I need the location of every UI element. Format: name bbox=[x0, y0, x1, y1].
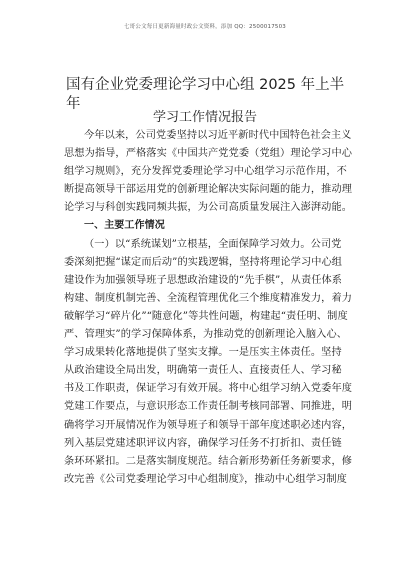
paragraph-line: 条环环紧扣。二是落实制度规范。结合新形势新任务新要求，修 bbox=[64, 455, 353, 467]
paragraph-line: 建设作为加强领导班子思想政治建设的“先手棋”，从责任体系 bbox=[64, 274, 343, 286]
paragraph-line: 委深刻把握“谋定而后动”的实践逻辑，坚持将理论学习中心组 bbox=[64, 256, 343, 268]
paragraph-line: 列入基层党建述职评议内容，确保学习任务不打折扣、责任链 bbox=[64, 437, 342, 449]
paragraph-line: 书及工作职责，保证学习有效开展。将中心组学习纳入党委年度 bbox=[64, 383, 353, 395]
header-note: 七哥公文每日更新海量时政公文资料，添加 QQ：2500017503 bbox=[123, 24, 286, 30]
paragraph-line: 论学习与科创实践同频共振，为公司高质量发展注入澎湃动能。 bbox=[64, 202, 353, 214]
document-body bbox=[64, 127, 356, 489]
paragraph-line: 改完善《公司党委理论学习中心组制度》，推动中心组学习制度 bbox=[64, 473, 347, 485]
document-title: 国有企业党委理论学习中心组 2025 年上半年 bbox=[66, 77, 345, 112]
paragraph-line: （一）以“系统谋划”立根基，全面保障学习效力。公司党 bbox=[84, 238, 342, 250]
paragraph-line: 组学习规则》，充分发挥党委理论学习中心组学习示范作用，不 bbox=[64, 166, 347, 178]
paragraph-line: 学习成果转化落地提供了坚实支撑。一是压实主体责任。坚持 bbox=[64, 347, 342, 359]
paragraph-line: 党建工作要点，与意识形态工作责任制考核同部署、同推进，明 bbox=[64, 401, 353, 413]
paragraph-line: 思想为指导，严格落实《中国共产党党委（党组）理论学习中心 bbox=[64, 148, 353, 160]
paragraph-line: 构建、制度机制完善、全流程管理优化三个维度精准发力，着力 bbox=[64, 292, 353, 304]
paragraph-line: 断提高领导干部运用党的创新理论解决实际问题的能力，推动理 bbox=[64, 184, 353, 196]
paragraph-line: 确将学习开展情况作为领导班子和领导干部年度述职必述内容， bbox=[64, 419, 353, 431]
paragraph-line: 从政治建设全局出发，明确第一责任人、直接责任人、学习秘 bbox=[64, 365, 342, 377]
paragraph-line: 严、管理实”的学习保障体系，为推动党的创新理论入脑入心、 bbox=[64, 329, 348, 341]
paragraph-line: 今年以来，公司党委坚持以习近平新时代中国特色社会主义 bbox=[84, 130, 352, 141]
document-subtitle: 学习工作情况报告 bbox=[152, 110, 257, 125]
paragraph-line: 破解学习“碎片化”“随意化”等共性问题，构建起“责任明、制度 bbox=[64, 310, 348, 322]
section-heading: 一、主要工作情况 bbox=[84, 220, 165, 232]
